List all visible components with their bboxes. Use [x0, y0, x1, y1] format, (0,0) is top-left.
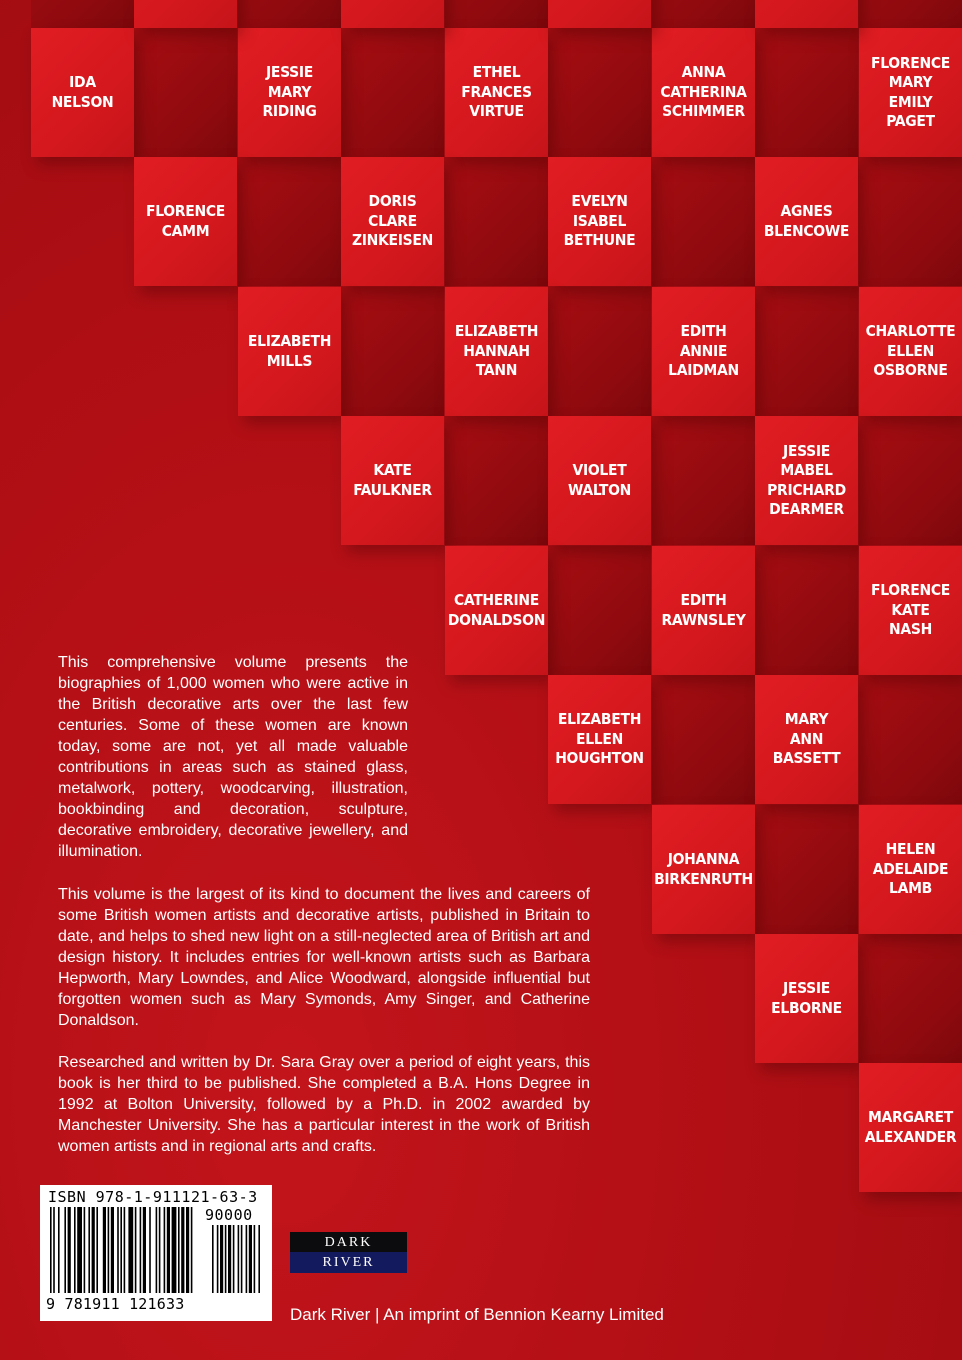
barcode-bar	[172, 1207, 177, 1293]
blank-tile	[238, 0, 341, 28]
blank-tile	[859, 0, 962, 28]
name-tile	[445, 287, 548, 416]
name-tile	[341, 157, 444, 286]
barcode-bar	[68, 1207, 71, 1293]
artist-name: MARGARET ALEXANDER	[864, 1108, 957, 1146]
name-tile	[445, 28, 548, 157]
artist-name: FLORENCE CAMM	[145, 202, 225, 240]
name-tile	[859, 805, 962, 934]
artist-name: FLORENCE MARY EMILY PAGET	[870, 53, 950, 130]
barcode-bar	[191, 1207, 193, 1293]
blank-tile	[134, 28, 237, 157]
artist-name: DORIS CLARE ZINKEISEN	[351, 192, 434, 250]
name-tile	[652, 546, 755, 675]
barcode-bar	[84, 1207, 86, 1293]
addon-bar	[249, 1225, 252, 1293]
name-tile	[548, 416, 651, 545]
artist-name: VIOLET WALTON	[567, 461, 632, 499]
blank-tile	[859, 934, 962, 1063]
name-tile	[548, 675, 651, 804]
description-paragraph-1: This comprehensive volume presents the biographies of 1,000 women who were active in the British decorative arts over the last few centuries. Some of these women are known today, some are not, yet all made valuable contributions in areas such as stained glass, metalwork, pottery, woodcarving, illustration, bookbinding and decoration, sculpture, decorative embroidery, decorative jewellery, and illumination.	[58, 654, 408, 860]
artist-name: EDITH RAWNSLEY	[661, 591, 746, 629]
blank-tile	[134, 0, 237, 28]
barcode-bar	[111, 1207, 114, 1293]
artist-name: EDITH ANNIE LAIDMAN	[668, 322, 739, 380]
isbn-barcode	[40, 1185, 272, 1321]
blank-tile	[445, 0, 548, 28]
blank-tile	[548, 287, 651, 416]
artist-name: ELIZABETH ELLEN HOUGHTON	[555, 710, 644, 768]
barcode-bar	[159, 1207, 161, 1293]
blank-tile	[755, 287, 858, 416]
barcode-bar	[181, 1207, 184, 1293]
barcode-bar	[156, 1207, 158, 1293]
artist-name: IDA NELSON	[51, 73, 114, 111]
isbn-label: ISBN 978-1-911121-63-3	[48, 1188, 258, 1206]
artist-name: ANNA CATHERINA SCHIMMER	[660, 63, 747, 121]
addon-bar	[217, 1225, 219, 1293]
blank-tile	[548, 28, 651, 157]
barcode-bar	[117, 1207, 119, 1293]
price-addon-label: 90000	[205, 1206, 253, 1224]
blank-tile	[238, 157, 341, 286]
logo-line-river: RIVER	[290, 1252, 407, 1273]
blank-tile	[341, 28, 444, 157]
blank-tile	[652, 675, 755, 804]
description-paragraph-2: This volume is the largest of its kind to document the lives and careers of some British women artists and decorative artists, published in Britain to date, and helps to shed new light on a still-neglected area of British art and design history. It includes entries for well-known artists such as Barbara Hepworth, Mary Lowndes, and Alice Woodward, alongside influential but forgotten women such as Mary Symonds, Amy Singer, and Catherine Donaldson.	[58, 886, 590, 1029]
barcode-bar	[120, 1207, 122, 1293]
logo-line-dark: DARK	[290, 1232, 407, 1252]
blank-tile	[755, 805, 858, 934]
name-tile	[238, 28, 341, 157]
barcode-bar	[88, 1207, 90, 1293]
name-tile	[652, 805, 755, 934]
blank-tile	[755, 546, 858, 675]
addon-bar	[238, 1225, 240, 1293]
name-tile	[238, 287, 341, 416]
barcode-bar	[178, 1207, 180, 1293]
barcode-bar	[140, 1207, 142, 1293]
barcode-bar	[124, 1207, 126, 1293]
artist-name: JOHANNA BIRKENRUTH	[654, 850, 753, 888]
barcode-bar	[164, 1207, 166, 1293]
artist-name: FLORENCE KATE NASH	[870, 581, 950, 639]
name-tile	[341, 416, 444, 545]
blank-tile	[31, 0, 134, 28]
blank-tile	[445, 157, 548, 286]
blank-tile	[755, 0, 858, 28]
blank-tile	[859, 416, 962, 545]
addon-bar	[246, 1225, 248, 1293]
barcode-bar	[143, 1207, 146, 1293]
artist-name: CATHERINE DONALDSON	[447, 591, 546, 629]
ean-number: 9 781911 121633	[46, 1295, 185, 1313]
blank-tile	[652, 157, 755, 286]
barcode-bar	[167, 1207, 170, 1293]
artist-name: EVELYN ISABEL BETHUNE	[563, 192, 636, 250]
barcode-bar	[50, 1207, 52, 1293]
blank-tile	[755, 28, 858, 157]
barcode-bar	[103, 1207, 106, 1293]
name-tile	[859, 287, 962, 416]
addon-bar	[225, 1225, 227, 1293]
name-tile	[859, 546, 962, 675]
blank-tile	[859, 675, 962, 804]
addon-bar	[254, 1225, 256, 1293]
blank-tile	[445, 416, 548, 545]
barcode-bar	[58, 1207, 60, 1293]
artist-name: AGNES BLENCOWE	[763, 202, 850, 240]
name-tile	[31, 28, 134, 157]
blank-tile	[859, 157, 962, 286]
artist-name: KATE FAULKNER	[353, 461, 432, 499]
barcode-bar	[135, 1207, 137, 1293]
barcode-bar	[92, 1207, 95, 1293]
dark-river-logo	[290, 1232, 407, 1273]
name-tile	[755, 934, 858, 1063]
imprint-line: Dark River | An imprint of Bennion Kearny Limited	[290, 1305, 664, 1324]
name-tile	[755, 675, 858, 804]
name-tile	[755, 416, 858, 545]
barcode-bar	[108, 1207, 110, 1293]
addon-bar	[258, 1225, 260, 1293]
blank-tile	[548, 546, 651, 675]
addon-bar	[228, 1225, 231, 1293]
artist-name: MARY ANN BASSETT	[772, 710, 841, 768]
addon-bar	[241, 1225, 243, 1293]
artist-name: JESSIE MABEL PRICHARD DEARMER	[767, 441, 846, 518]
barcode-bar	[186, 1207, 189, 1293]
barcode-bar	[64, 1207, 66, 1293]
name-tile	[652, 28, 755, 157]
name-tile	[755, 157, 858, 286]
blank-tile	[652, 0, 755, 28]
name-tile	[445, 546, 548, 675]
name-tile	[859, 1063, 962, 1192]
barcode-bar	[96, 1207, 98, 1293]
artist-name: ETHEL FRANCES VIRTUE	[461, 63, 532, 121]
artist-name: ELIZABETH HANNAH TANN	[454, 322, 539, 380]
name-tile	[134, 157, 237, 286]
name-tile	[652, 287, 755, 416]
artist-name: HELEN ADELAIDE LAMB	[872, 840, 949, 898]
barcode-bars	[50, 1207, 262, 1299]
barcode-bar	[149, 1207, 151, 1293]
barcode-bar	[53, 1207, 55, 1293]
name-tile	[548, 157, 651, 286]
name-tile	[859, 28, 962, 157]
barcode-bar	[77, 1207, 82, 1293]
addon-bar	[233, 1225, 235, 1293]
blank-tile	[548, 0, 651, 28]
artist-name: ELIZABETH MILLS	[247, 332, 332, 370]
artist-name: JESSIE MARY RIDING	[262, 63, 317, 121]
barcode-bar	[74, 1207, 76, 1293]
blank-tile	[652, 416, 755, 545]
blank-tile	[341, 0, 444, 28]
author-paragraph: Researched and written by Dr. Sara Gray over a period of eight years, this book is her third to be published. She completed a B.A. Hons Degree in 1992 at Bolton University, followed by a Ph.D. in 2002 awarded by Manchester University. She has a particular interest in the work of British women artists and in regional arts and crafts.	[58, 1054, 590, 1155]
barcode-bar	[128, 1207, 133, 1293]
artist-name: CHARLOTTE ELLEN OSBORNE	[865, 322, 956, 380]
addon-bar	[212, 1225, 214, 1293]
addon-bar	[220, 1225, 223, 1293]
artist-name: JESSIE ELBORNE	[771, 979, 842, 1017]
blank-tile	[341, 287, 444, 416]
